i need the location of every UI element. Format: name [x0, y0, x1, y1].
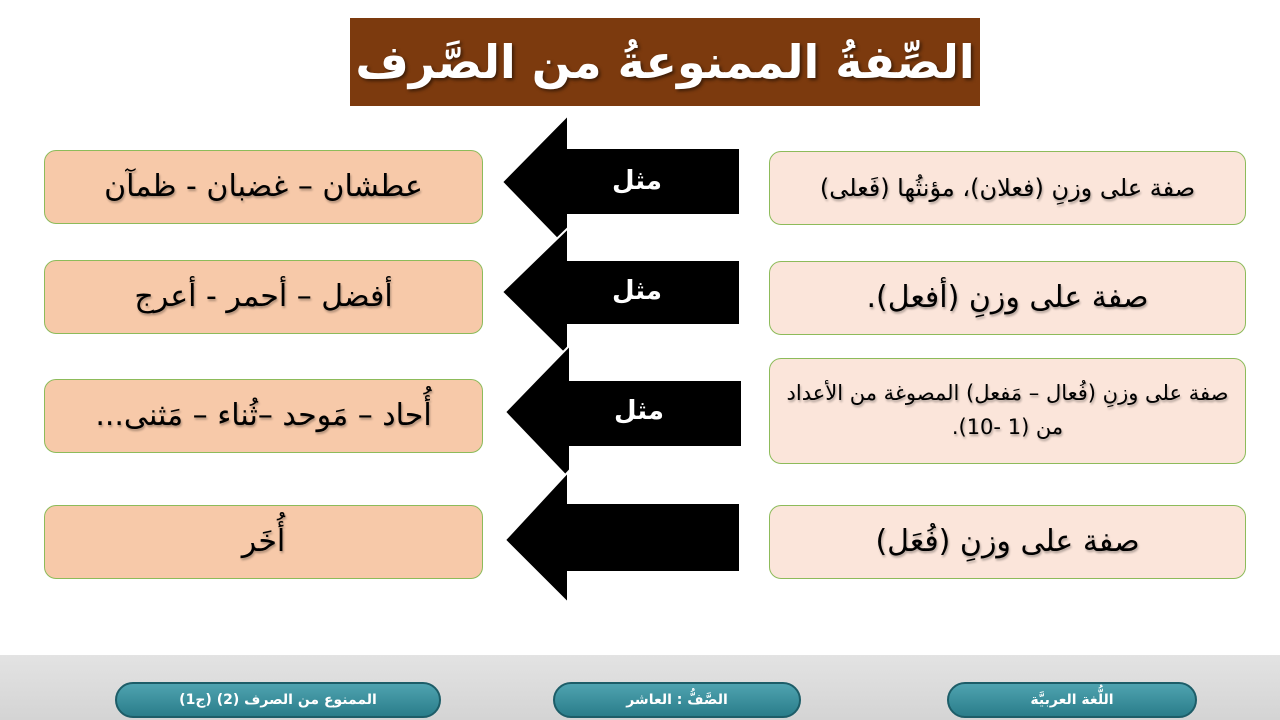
- lesson-pill: الممنوع من الصرف (2) (ج1): [115, 682, 441, 718]
- rule-box-2: صفة على وزنِ (أفعل).: [769, 261, 1246, 335]
- example-box-3: أُحاد – مَوحد –ثُناء – مَثنى...: [44, 379, 483, 453]
- rule-box-3: صفة على وزنِ (فُعال – مَفعل) المصوغة من الأعداد من (1 -10).: [769, 358, 1246, 464]
- example-box-1: عطشان – غضبان - ظمآن: [44, 150, 483, 224]
- rule-box-4: صفة على وزنِ (فُعَل): [769, 505, 1246, 579]
- example-box-4: أُخَر: [44, 505, 483, 579]
- example-box-2: أفضل – أحمر - أعرج: [44, 260, 483, 334]
- arrow-label-3: مثل: [614, 396, 664, 426]
- grade-pill: الصَّفُّ : العاشر: [553, 682, 801, 718]
- arrow-label-2: مثل: [612, 276, 662, 306]
- rule-box-1: صفة على وزنِ (فعلان)، مؤنثُها (فَعلى): [769, 151, 1246, 225]
- slide-title: الصِّفةُ الممنوعةُ من الصَّرف: [350, 18, 980, 106]
- arrow-4: [505, 472, 740, 603]
- subject-pill: اللُّغة العربيَّة: [947, 682, 1197, 718]
- arrow-label-1: مثل: [612, 166, 662, 196]
